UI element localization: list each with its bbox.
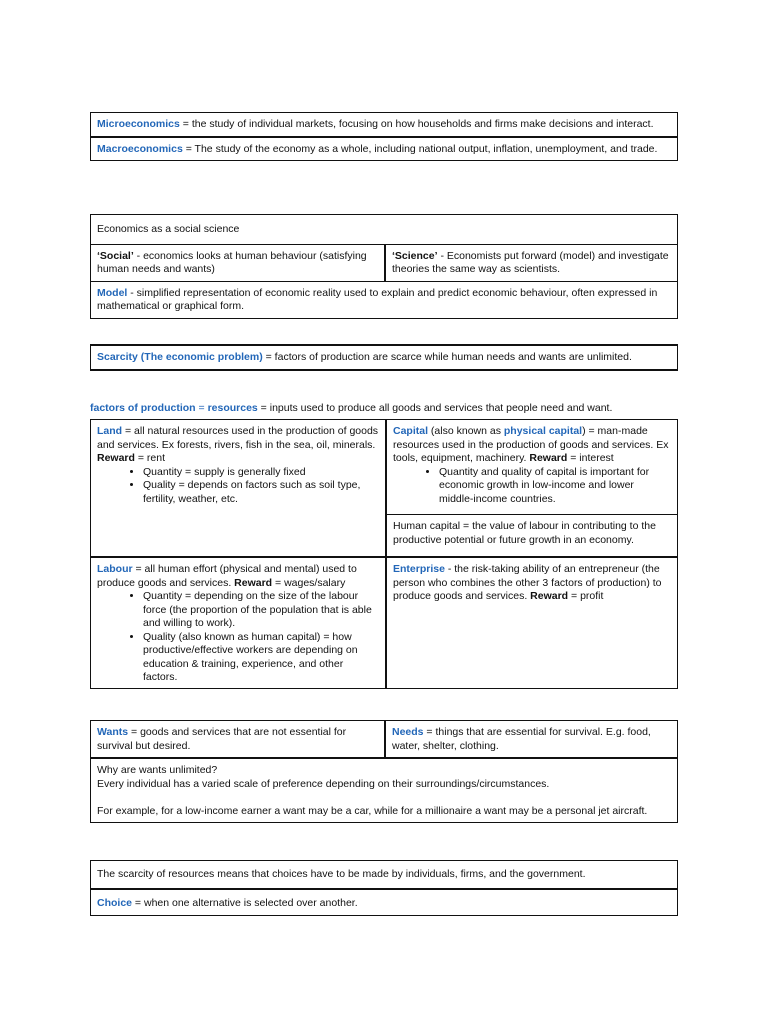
list-item: • Quantity and quality of capital is important for economic growth in low-income and lower middle-income countries. bbox=[439, 466, 671, 507]
equals-sign: = bbox=[195, 402, 208, 414]
model-term: Model bbox=[97, 286, 128, 299]
definitions-table bbox=[90, 112, 678, 161]
scarcity-row bbox=[91, 346, 677, 369]
list-item: • Quantity = supply is generally fixed bbox=[143, 466, 379, 480]
scarcity-definition: = factors of production are scarce while human needs and wants are unlimited. bbox=[262, 351, 632, 363]
choice-definition: = when one alternative is selected over another. bbox=[132, 896, 358, 909]
science-definition: - Economists put forward (model) and investigate theories the same way as scientists. bbox=[392, 249, 669, 275]
wants-cell bbox=[91, 721, 384, 757]
list-item: • Quality (also known as human capital) = how productive/effective workers are depending on education & training, experience, and other factors. bbox=[143, 631, 379, 685]
unlimited-example: For example, for a low-income earner a want may be a car, while for a millionaire a want may be a personal jet aircraft. bbox=[97, 804, 648, 817]
wants-needs-row bbox=[91, 721, 677, 757]
factors-table bbox=[90, 419, 678, 689]
science-cell bbox=[384, 245, 677, 281]
social-cell bbox=[91, 245, 384, 281]
microeconomics-definition: = the study of individual markets, focusing on how households and firms make decisions and interact. bbox=[179, 118, 654, 130]
physical-capital-term: physical capital bbox=[503, 425, 583, 437]
microeconomics-term: Microeconomics bbox=[97, 118, 180, 130]
social-science-row bbox=[91, 244, 677, 281]
enterprise-reward: = profit bbox=[568, 590, 604, 602]
land-definition: = all natural resources used in the production of goods and services. Ex forests, rivers, fish in the sea, oil, minerals. bbox=[97, 425, 379, 451]
enterprise-reward-label: Reward bbox=[530, 590, 569, 602]
needs-cell bbox=[384, 721, 677, 757]
wants-term: Wants bbox=[97, 726, 129, 738]
labour-reward-label: Reward bbox=[234, 576, 273, 589]
macroeconomics-term: Macroeconomics bbox=[97, 142, 183, 155]
labour-bullets bbox=[97, 590, 379, 685]
choice-term: Choice bbox=[97, 896, 133, 909]
resources-term: resources bbox=[207, 402, 258, 414]
capital-term: Capital bbox=[393, 425, 429, 437]
factors-term: factors of production bbox=[90, 402, 196, 414]
land-term: Land bbox=[97, 425, 123, 437]
capital-bullets bbox=[393, 466, 671, 507]
scarcity-term: Scarcity (The economic problem) bbox=[97, 351, 263, 363]
capital-cell bbox=[385, 420, 677, 514]
factors-of-production-line bbox=[90, 402, 690, 416]
science-term: ‘Science’ bbox=[392, 249, 438, 262]
scarcity-table bbox=[90, 344, 678, 371]
land-reward: = rent bbox=[134, 452, 165, 464]
choice-row bbox=[91, 888, 677, 916]
social-definition: - economics looks at human behaviour (satisfying human needs and wants) bbox=[97, 249, 367, 275]
model-row bbox=[91, 281, 677, 318]
labour-reward: = wages/salary bbox=[272, 576, 346, 589]
choice-table bbox=[90, 860, 678, 916]
enterprise-definition: - the risk-taking ability of an entrepreneur (the person who combines the other 3 factors of production) to produce goods and services. bbox=[393, 563, 662, 602]
factors-definition: = inputs used to produce all goods and services that people need and want. bbox=[257, 402, 613, 414]
capital-reward: = interest bbox=[567, 452, 614, 464]
unlimited-question: Why are wants unlimited? bbox=[97, 764, 218, 776]
scarcity-choices-row: The scarcity of resources means that choices have to be made by individuals, firms, and the government. bbox=[97, 868, 586, 880]
macroeconomics-row bbox=[91, 136, 677, 161]
wants-definition: = goods and services that are not essential for survival but desired. bbox=[97, 726, 347, 752]
land-bullets bbox=[97, 466, 379, 507]
list-item: • Quantity = depending on the size of the labour force (the proportion of the population that is able and willing to work). bbox=[143, 590, 379, 631]
enterprise-term: Enterprise bbox=[393, 563, 445, 575]
capital-definition-part1: (also known as bbox=[428, 425, 504, 437]
social-science-heading: Economics as a social science bbox=[97, 223, 240, 235]
wants-needs-table bbox=[90, 720, 678, 823]
land-reward-label: Reward bbox=[97, 452, 135, 464]
capital-definition-part2: ) = man-made resources used in the production of goods and services. Ex tools, equipment, machinery. bbox=[393, 425, 669, 464]
social-science-table bbox=[90, 214, 678, 319]
human-capital-cell: Human capital = the value of labour in contributing to the productive potential or future growth in an economy. bbox=[385, 514, 677, 556]
unlimited-wants-row bbox=[91, 757, 677, 822]
social-term: ‘Social’ bbox=[97, 249, 134, 262]
microeconomics-row bbox=[91, 113, 677, 136]
needs-term: Needs bbox=[392, 726, 424, 738]
list-item: • Quality = depends on factors such as soil type, fertility, weather, etc. bbox=[143, 479, 379, 506]
unlimited-answer: Every individual has a varied scale of preference depending on their surroundings/circumstances. bbox=[97, 777, 550, 790]
enterprise-cell bbox=[385, 556, 677, 689]
land-cell bbox=[91, 420, 385, 556]
model-definition: - simplified representation of economic reality used to explain and predict economic behaviour, often expressed in mathematical or graphical form. bbox=[97, 286, 658, 312]
labour-cell bbox=[91, 556, 385, 689]
labour-term: Labour bbox=[97, 563, 133, 575]
needs-definition: = things that are essential for survival. E.g. food, water, shelter, clothing. bbox=[392, 726, 651, 752]
macroeconomics-definition: = The study of the economy as a whole, including national output, inflation, unemployment, and trade. bbox=[182, 142, 658, 155]
labour-definition: = all human effort (physical and mental) used to produce goods and services. bbox=[97, 563, 357, 589]
capital-reward-label: Reward bbox=[529, 452, 568, 464]
